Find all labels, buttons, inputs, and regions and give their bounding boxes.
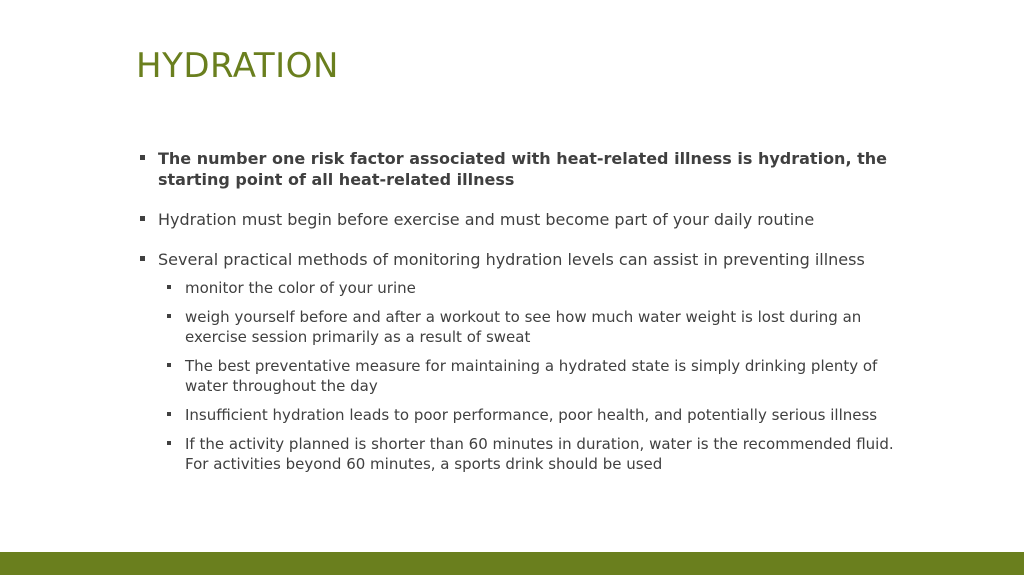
sub-bullet-item	[165, 307, 898, 347]
bullet-list	[138, 148, 898, 483]
bullet-item	[138, 249, 898, 270]
square-bullet-icon	[167, 441, 171, 445]
square-bullet-icon	[140, 256, 145, 261]
bullet-text: Several practical methods of monitoring hydration levels can assist in preventing illness	[158, 250, 865, 269]
sub-bullet-text: If the activity planned is shorter than 60 minutes in duration, water is the recommended fluid. For activities beyond 60 minutes, a sports drink should be used	[185, 435, 894, 473]
sub-bullet-item	[165, 278, 898, 298]
sub-bullet-text: The best preventative measure for maintaining a hydrated state is simply drinking plenty of water throughout the day	[185, 357, 878, 395]
bullet-text: Hydration must begin before exercise and must become part of your daily routine	[158, 210, 815, 229]
square-bullet-icon	[167, 285, 171, 289]
sub-bullet-text: Insufficient hydration leads to poor performance, poor health, and potentially serious illness	[185, 406, 878, 424]
bullet-item	[138, 148, 898, 190]
sub-bullet-item	[165, 356, 898, 396]
square-bullet-icon	[167, 314, 171, 318]
sub-bullet-list	[165, 278, 898, 474]
square-bullet-icon	[140, 216, 145, 221]
slide-title: HYDRATION	[136, 46, 339, 86]
sub-bullet-text: monitor the color of your urine	[185, 279, 416, 297]
square-bullet-icon	[140, 155, 145, 160]
sub-bullet-item	[165, 405, 898, 425]
footer-accent-bar	[0, 552, 1024, 575]
square-bullet-icon	[167, 363, 171, 367]
sub-bullet-item	[165, 434, 898, 474]
sub-bullet-text: weigh yourself before and after a workout to see how much water weight is lost during an exercise session primarily as a result of sweat	[185, 308, 862, 346]
square-bullet-icon	[167, 412, 171, 416]
bullet-item	[138, 209, 898, 230]
bullet-text: The number one risk factor associated with heat-related illness is hydration, the starting point of all heat-related illness	[158, 149, 887, 189]
